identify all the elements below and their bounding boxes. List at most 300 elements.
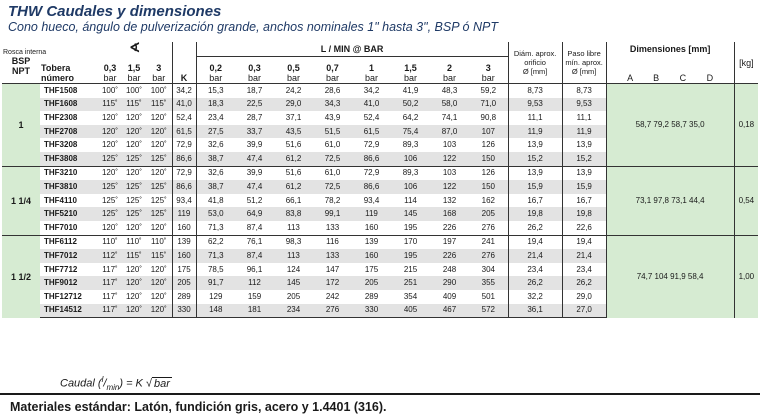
flow-value: 38,7 [196,180,235,194]
flow-value: 72,5 [313,180,352,194]
flow-pressure-value: 0,2 [209,63,222,73]
flow-pressure-header [430,57,469,84]
formula-root-icon: √ [145,377,152,390]
flow-pressure-unit: bar [286,73,300,83]
bottom-rule [0,393,760,395]
spray-angle: 120˚ [122,263,146,277]
header-row-bottom [2,57,758,84]
flow-value: 59,2 [469,84,508,98]
spray-angle: 125˚ [98,207,122,221]
nozzle-code: THF9012 [40,276,98,290]
flow-value: 148 [196,304,235,318]
flow-value: 99,1 [313,207,352,221]
table-row [2,84,758,98]
orifice-header: Diám. aprox. orificio Ø [mm] [508,42,562,84]
flow-value: 50,2 [391,98,430,112]
orifice-diameter: 8,73 [508,84,562,98]
spray-angle: 110˚ [146,235,172,249]
flow-value: 162 [469,194,508,208]
orifice-diameter: 21,4 [508,249,562,263]
flow-value: 103 [430,166,469,180]
spray-angle: 120˚ [98,111,122,125]
flow-value: 86,6 [352,180,391,194]
nozzle-code: THF7712 [40,263,98,277]
spray-angle: 120˚ [146,221,172,235]
flow-value: 51,2 [235,194,274,208]
flow-value: 87,4 [235,221,274,235]
nozzle-code: THF5210 [40,207,98,221]
flow-value: 96,1 [235,263,274,277]
flow-value: 90,8 [469,111,508,125]
spray-angle: 120˚ [146,138,172,152]
flow-pressure-value: 0,3 [248,63,261,73]
spray-angle: 117˚ [98,304,122,318]
flow-value: 87,4 [235,249,274,263]
flow-value: 181 [235,304,274,318]
flow-value: 41,0 [352,98,391,112]
free-passage: 21,4 [562,249,606,263]
flow-value: 106 [391,152,430,166]
free-passage: 29,0 [562,290,606,304]
flow-pressure-header [274,57,313,84]
flow-value: 276 [469,221,508,235]
spray-angle: 125˚ [146,194,172,208]
flow-value: 330 [352,304,391,318]
flow-value: 205 [352,276,391,290]
flow-pressure-value: 3 [485,63,491,73]
flow-value: 501 [469,290,508,304]
flow-value: 354 [391,290,430,304]
flow-pressure-header [196,57,235,84]
flow-value: 234 [274,304,313,318]
flow-value: 37,1 [274,111,313,125]
spray-angle: 120˚ [122,111,146,125]
flow-value: 61,2 [274,152,313,166]
angle-pressure-value: 0,3 [103,63,117,73]
weight-kg: 0,18 [734,84,758,167]
spray-angle: 115˚ [122,249,146,263]
flow-value: 107 [469,125,508,139]
spray-angle: 112˚ [98,249,122,263]
free-passage: 16,7 [562,194,606,208]
flow-value: 251 [391,276,430,290]
orifice-diameter: 36,1 [508,304,562,318]
spray-angle: 120˚ [146,276,172,290]
flow-value: 75,4 [391,125,430,139]
flow-value: 48,3 [430,84,469,98]
spray-angle: 125˚ [146,152,172,166]
flow-value: 43,5 [274,125,313,139]
nozzle-code: THF3810 [40,180,98,194]
flow-value: 355 [469,276,508,290]
free-passage: 15,2 [562,152,606,166]
flow-value: 160 [352,221,391,235]
k-factor: 205 [172,276,196,290]
flow-value: 133 [313,249,352,263]
flow-value: 83,8 [274,207,313,221]
spray-angle: 110˚ [98,235,122,249]
flow-pressure-value: 2 [446,63,452,73]
flow-value: 32,6 [196,138,235,152]
flow-value: 290 [430,276,469,290]
flow-pressure-unit: bar [325,73,339,83]
orifice-diameter: 15,9 [508,180,562,194]
spray-angle: 125˚ [98,180,122,194]
flow-value: 195 [391,249,430,263]
dimensions-values: 74,7 104 91,9 58,4 [606,235,734,318]
flow-value: 113 [274,249,313,263]
flow-pressure-header [352,57,391,84]
flow-value: 172 [313,276,352,290]
flow-value: 51,5 [313,125,352,139]
k-factor: 86,6 [172,152,196,166]
flow-value: 248 [430,263,469,277]
flow-value: 168 [430,207,469,221]
nozzle-code: THF7012 [40,249,98,263]
free-passage: 9,53 [562,98,606,112]
k-factor: 119 [172,207,196,221]
nozzle-code: THF6112 [40,235,98,249]
flow-value: 116 [313,235,352,249]
flow-value: 170 [391,235,430,249]
nozzle-code: THF3210 [40,166,98,180]
spray-angle: 125˚ [98,152,122,166]
free-passage-header: Paso libre mín. aprox. Ø [mm] [562,42,606,84]
flow-value: 150 [469,152,508,166]
free-passage: 13,9 [562,166,606,180]
flow-value: 132 [430,194,469,208]
k-header: K [172,42,196,84]
flow-value: 76,1 [235,235,274,249]
flow-pressure-value: 1 [368,63,374,73]
flow-value: 39,9 [235,138,274,152]
flow-value: 53,0 [196,207,235,221]
flow-value: 78,5 [196,263,235,277]
flow-value: 61,0 [313,166,352,180]
flow-value: 276 [469,249,508,263]
spray-angle: 120˚ [122,276,146,290]
page-title: THW Caudales y dimensiones [8,3,222,20]
flow-value: 160 [352,249,391,263]
nozzle-code: THF4110 [40,194,98,208]
angle-pressure-value: 3 [156,63,162,73]
angle-pressure-unit: bar [127,73,141,83]
flow-value: 126 [469,138,508,152]
flow-value: 64,9 [235,207,274,221]
orifice-diameter: 13,9 [508,166,562,180]
flow-pressure-header [313,57,352,84]
flow-value: 28,7 [235,111,274,125]
header-row-top [2,42,758,57]
k-factor: 86,6 [172,180,196,194]
k-factor: 72,9 [172,138,196,152]
flow-pressure-unit: bar [481,73,495,83]
flow-value: 72,9 [352,166,391,180]
flow-value: 467 [430,304,469,318]
spray-angle: 117˚ [98,263,122,277]
flow-value: 405 [391,304,430,318]
flow-value: 34,3 [313,98,352,112]
free-passage: 19,4 [562,235,606,249]
flow-value: 15,3 [196,84,235,98]
flow-value: 126 [469,166,508,180]
nozzle-code: THF12712 [40,290,98,304]
spray-angle: 100˚ [98,84,122,98]
flow-value: 23,4 [196,111,235,125]
spray-angle: 120˚ [98,221,122,235]
flow-value: 119 [352,207,391,221]
orifice-diameter: 16,7 [508,194,562,208]
spray-angle: 120˚ [122,304,146,318]
spray-angle: 120˚ [146,166,172,180]
angle-pressure-unit: bar [103,73,117,83]
free-passage: 8,73 [562,84,606,98]
connection-size: 1 1/4 [2,166,40,235]
k-factor: 139 [172,235,196,249]
spray-angle: 120˚ [122,290,146,304]
spray-angle: 125˚ [98,194,122,208]
spray-angle: 100˚ [122,84,146,98]
free-passage: 11,9 [562,125,606,139]
flow-value: 87,0 [430,125,469,139]
spray-angle-header [98,42,172,57]
orifice-diameter: 11,9 [508,125,562,139]
nozzle-code: THF3808 [40,152,98,166]
flow-value: 64,2 [391,111,430,125]
flow-value: 242 [313,290,352,304]
flow-pressure-unit: bar [364,73,378,83]
flow-value: 133 [313,221,352,235]
nozzle-code: THF3208 [40,138,98,152]
flow-pressure-unit: bar [209,73,223,83]
flow-value: 51,6 [274,138,313,152]
flow-pressure-header [469,57,508,84]
spray-angle: 120˚ [122,166,146,180]
weight-kg: 0,54 [734,166,758,235]
flow-value: 18,3 [196,98,235,112]
spray-angle: 125˚ [146,207,172,221]
flow-value: 18,7 [235,84,274,98]
flow-value: 129 [196,290,235,304]
formula-middle: = K [126,377,143,390]
flow-value: 195 [391,221,430,235]
free-passage: 15,9 [562,180,606,194]
angle-pressure-unit: bar [152,73,166,83]
angle-pressure-header [122,57,146,84]
free-passage: 19,8 [562,207,606,221]
spray-angle: 120˚ [122,125,146,139]
flow-dimensions-table [2,42,758,318]
angle-pressure-header [146,57,172,84]
flow-value: 289 [352,290,391,304]
orifice-diameter: 26,2 [508,221,562,235]
flow-value: 89,3 [391,166,430,180]
formula-radicand: bar [154,377,170,390]
spray-angle: 125˚ [122,180,146,194]
flow-value: 145 [391,207,430,221]
flow-value: 41,8 [196,194,235,208]
flow-value: 29,0 [274,98,313,112]
angle-pressure-value: 1,5 [127,63,141,73]
spray-angle: 120˚ [98,166,122,180]
flow-value: 91,7 [196,276,235,290]
free-passage: 27,0 [562,304,606,318]
flow-pressure-header [235,57,274,84]
formula-unit-den: min [106,382,120,392]
spray-angle: 120˚ [98,125,122,139]
spray-angle: 120˚ [122,221,146,235]
flow-value: 112 [235,276,274,290]
flow-value: 47,4 [235,152,274,166]
k-factor: 61,5 [172,125,196,139]
flow-value: 78,2 [313,194,352,208]
flow-value: 93,4 [352,194,391,208]
conn-header-main: BSP NPT [11,56,31,76]
k-factor: 160 [172,221,196,235]
spray-angle: 115˚ [146,98,172,112]
spray-angle: 120˚ [146,111,172,125]
spray-angle: 120˚ [146,125,172,139]
orifice-diameter: 13,9 [508,138,562,152]
flow-value: 61,5 [352,125,391,139]
nozzle-code: THF7010 [40,221,98,235]
nozzle-code: THF2708 [40,125,98,139]
flow-value: 86,6 [352,152,391,166]
flow-value: 22,5 [235,98,274,112]
free-passage: 13,9 [562,138,606,152]
table-body [2,84,758,318]
flow-value: 51,6 [274,166,313,180]
free-passage: 11,1 [562,111,606,125]
k-factor: 93,4 [172,194,196,208]
nozzle-code: THF2308 [40,111,98,125]
angle-pressure-header [98,57,122,84]
free-passage: 22,6 [562,221,606,235]
k-factor: 41,0 [172,98,196,112]
flow-value: 122 [430,152,469,166]
kg-header: [kg] [734,42,758,84]
flow-rate-header: L / MIN @ BAR [196,42,508,57]
flow-value: 38,7 [196,152,235,166]
dimensions-values: 58,7 79,2 58,7 35,0 [606,84,734,167]
dimensions-header: Dimensiones [mm] [606,42,734,57]
flow-pressure-value: 0,5 [287,63,300,73]
flow-value: 215 [391,263,430,277]
free-passage: 23,4 [562,263,606,277]
nozzle-code: THF14512 [40,304,98,318]
k-factor: 330 [172,304,196,318]
flow-value: 61,2 [274,180,313,194]
flow-value: 47,4 [235,180,274,194]
flow-value: 66,1 [274,194,313,208]
spray-angle: 125˚ [122,207,146,221]
flow-value: 41,9 [391,84,430,98]
spray-angle: 117˚ [98,290,122,304]
orifice-diameter: 26,2 [508,276,562,290]
flow-value: 150 [469,180,508,194]
formula-unit-num: l [101,375,104,384]
spray-angle: 115˚ [98,98,122,112]
flow-value: 276 [313,304,352,318]
spray-angle: 115˚ [122,98,146,112]
orifice-diameter: 15,2 [508,152,562,166]
spray-angle: 100˚ [146,84,172,98]
flow-value: 89,3 [391,138,430,152]
conn-header [2,42,47,84]
flow-value: 106 [391,180,430,194]
dimensions-values: 73,1 97,8 73,1 44,4 [606,166,734,235]
flow-value: 24,2 [274,84,313,98]
flow-value: 241 [469,235,508,249]
spray-angle-icon: ∢ [129,40,141,55]
flow-value: 62,2 [196,235,235,249]
flow-value: 39,9 [235,166,274,180]
flow-value: 72,5 [313,152,352,166]
k-factor: 72,9 [172,166,196,180]
spray-angle: 120˚ [122,138,146,152]
flow-pressure-header [391,57,430,84]
nozzle-code: THF1508 [40,84,98,98]
k-factor: 34,2 [172,84,196,98]
orifice-diameter: 19,8 [508,207,562,221]
orifice-diameter: 32,2 [508,290,562,304]
orifice-diameter: 11,1 [508,111,562,125]
spray-angle: 120˚ [146,263,172,277]
spray-angle: 120˚ [146,304,172,318]
k-factor: 160 [172,249,196,263]
spray-angle: 125˚ [146,180,172,194]
spray-angle: 120˚ [98,138,122,152]
flow-value: 71,3 [196,249,235,263]
flow-value: 71,0 [469,98,508,112]
flow-pressure-value: 0,7 [326,63,339,73]
flow-value: 98,3 [274,235,313,249]
flow-value: 33,7 [235,125,274,139]
flow-value: 61,0 [313,138,352,152]
flow-value: 122 [430,180,469,194]
tobera-header: Tobera número [40,42,98,84]
flow-value: 197 [430,235,469,249]
spray-angle: 125˚ [122,194,146,208]
dim-letters-header: A B C D [606,57,734,84]
flow-value: 32,6 [196,166,235,180]
flow-pressure-unit: bar [442,73,456,83]
orifice-diameter: 23,4 [508,263,562,277]
conn-header-top: Rosca interna [3,49,47,56]
flow-value: 159 [235,290,274,304]
orifice-diameter: 9,53 [508,98,562,112]
flow-value: 139 [352,235,391,249]
flow-value: 74,1 [430,111,469,125]
flow-value: 409 [430,290,469,304]
flow-value: 226 [430,221,469,235]
flow-value: 34,2 [352,84,391,98]
k-factor: 175 [172,263,196,277]
nozzle-code: THF1608 [40,98,98,112]
weight-kg: 1,00 [734,235,758,318]
flow-value: 226 [430,249,469,263]
flow-value: 43,9 [313,111,352,125]
spray-angle: 115˚ [146,249,172,263]
orifice-diameter: 19,4 [508,235,562,249]
free-passage: 26,2 [562,276,606,290]
flow-value: 52,4 [352,111,391,125]
flow-value: 175 [352,263,391,277]
flow-value: 113 [274,221,313,235]
flow-value: 71,3 [196,221,235,235]
flow-value: 28,6 [313,84,352,98]
spray-angle: 120˚ [146,290,172,304]
